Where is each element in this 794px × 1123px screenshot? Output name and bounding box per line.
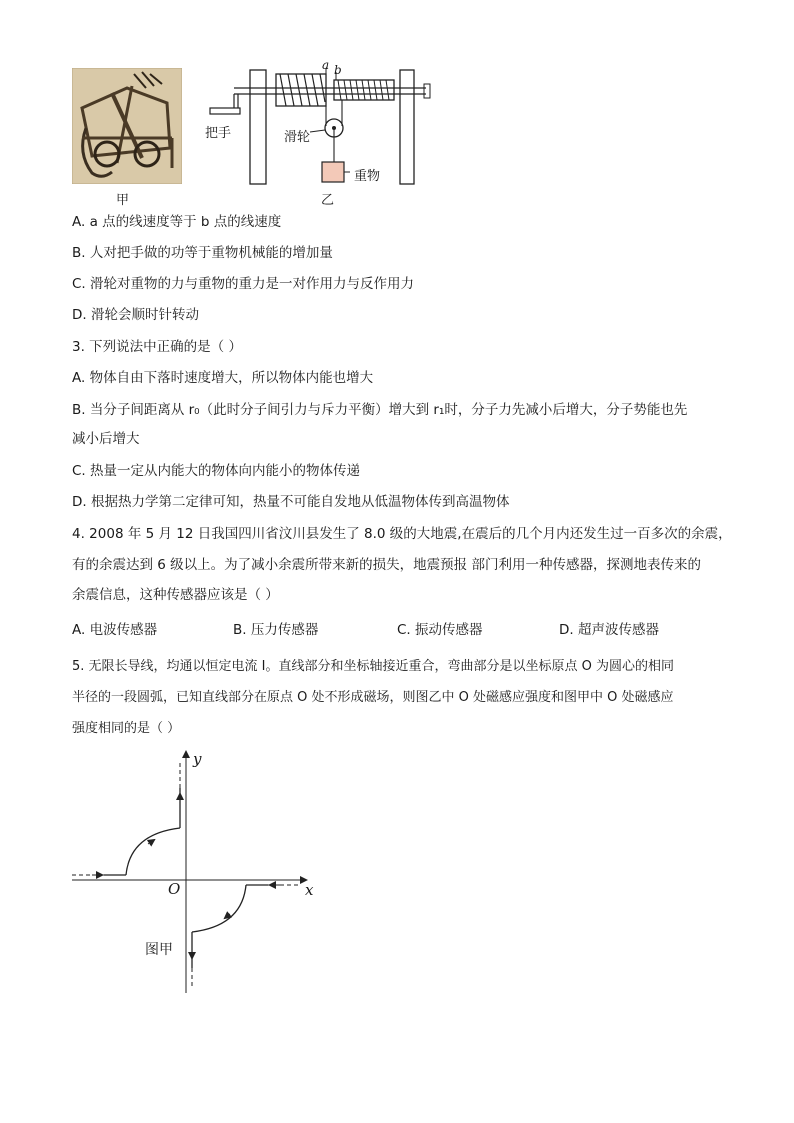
q4-option-c: C. 振动传感器 — [397, 622, 483, 638]
q5-line1: 5. 无限长导线，均通以恒定电流 I。直线部分和坐标轴接近重合，弯曲部分是以坐标原点 O 为圆心的相同 — [72, 659, 674, 674]
q4-option-b: B. 压力传感器 — [233, 622, 319, 638]
figure-yi-caption: 乙 — [321, 193, 335, 208]
figure-yi-diagram — [200, 58, 440, 188]
q3-option-d: D. 根据热力学第二定律可知，热量不可能自发地从低温物体传到高温物体 — [72, 494, 510, 510]
q2-option-c: C. 滑轮对重物的力与重物的重力是一对作用力与反作用力 — [72, 276, 415, 292]
figure-current-diagram — [70, 748, 320, 998]
axis-y-label: y — [193, 750, 202, 768]
q3-option-b-line2: 减小后增大 — [72, 431, 140, 447]
figure-current-caption: 图甲 — [145, 942, 173, 958]
q2-option-d: D. 滑轮会顺时针转动 — [72, 307, 199, 323]
axis-x-label: x — [305, 881, 314, 899]
origin-label: O — [168, 880, 181, 898]
q4-line3: 余震信息，这种传感器应该是（ ） — [72, 587, 279, 603]
q3-option-b-line1: B. 当分子间距离从 r₀（此时分子间引力与斥力平衡）增大到 r₁时，分子力先减小后增大，分子势能也先 — [72, 402, 688, 418]
q3-option-c: C. 热量一定从内能大的物体向内能小的物体传递 — [72, 463, 361, 479]
q4-line1: 4. 2008 年 5 月 12 日我国四川省汶川县发生了 8.0 级的大地震,在震后的几个月内还发生过一百多次的余震， — [72, 526, 732, 542]
label-pulley: 滑轮 — [284, 130, 311, 145]
label-b: b — [334, 63, 342, 77]
figure-jia-image — [72, 68, 182, 184]
q3-option-a: A. 物体自由下落时速度增大，所以物体内能也增大 — [72, 370, 374, 386]
q4-line2: 有的余震达到 6 级以上。为了减小余震所带来新的损失，地震预报 部门利用一种传感器，探测地表传来的 — [72, 557, 701, 573]
q5-line3: 强度相同的是（ ） — [72, 721, 181, 736]
label-handle: 把手 — [205, 126, 232, 141]
q3-stem: 3. 下列说法中正确的是（ ） — [72, 339, 242, 355]
q4-option-d: D. 超声波传感器 — [559, 622, 659, 638]
label-weight: 重物 — [354, 169, 381, 184]
label-a: a — [322, 58, 330, 72]
figure-jia-caption: 甲 — [116, 193, 130, 208]
q2-option-b: B. 人对把手做的功等于重物机械能的增加量 — [72, 245, 333, 261]
q5-line2: 半径的一段圆弧，已知直线部分在原点 O 处不形成磁场，则图乙中 O 处磁感应强度和图甲中 O 处磁感应 — [72, 690, 674, 705]
q4-option-a: A. 电波传感器 — [72, 622, 158, 638]
q2-option-a: A. a 点的线速度等于 b 点的线速度 — [72, 214, 282, 230]
